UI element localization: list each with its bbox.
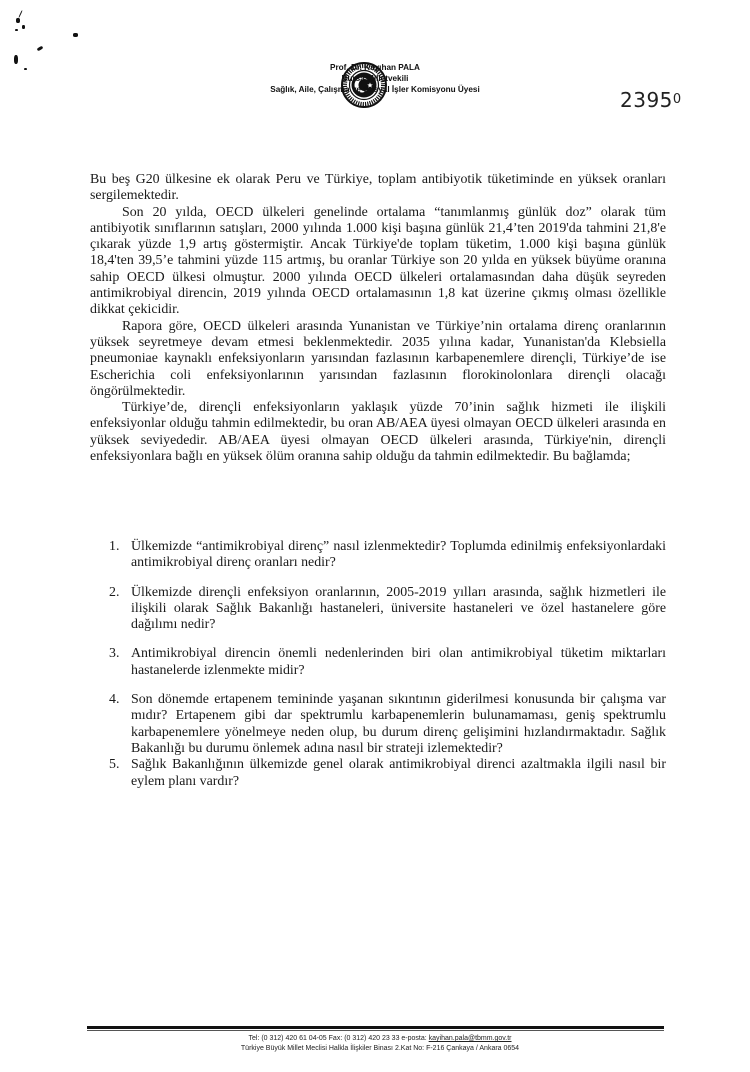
document-number-main: 2395 [620,88,673,112]
question-number: 4. [109,692,120,708]
header-text [180,62,570,95]
question-item [105,585,666,634]
question-number: 5. [109,757,120,773]
document-number [620,88,682,112]
question-item [105,646,666,679]
footer-divider [87,1026,664,1029]
question-text: Antimikrobiyal direncin önemli nedenlerinden biri olan antimikrobiyal tüketim miktarları hastanelerde izlenmekte midir? [131,646,666,678]
question-text: Sağlık Bakanlığının ülkemizde genel olarak antimikrobiyal direnci azaltmakla ilgili nasıl bir eylem planı vardır? [131,757,666,789]
question-text: Ülkemizde dirençli enfeksiyon oranlarının, 2005-2019 yılları arasında, sağlık hizmetleri ile ilişkili olarak Sağlık Bakanlığı hastaneleri, üniversite hastaneleri ve özel hastanelere göre dağılımı nedir? [131,584,666,633]
paragraph: Son 20 yılda, OECD ülkeleri genelinde ortalama “tanımlanmış günlük doz” olarak tüm antibiyotik sınıflarının satışları, 2000 yılında 1.000 kişi başına günlük 21,4’ten 2019'da tahmini 21,8'e çıkarak yüzde 1,9 artış göstermiştir. Ancak Türkiye'de toplam tüketim, 1.000 kişi başına günlük 18,4'ten 39,5’e tahmini yüzde 115 artmış, bu oranlar Türkiye son 20 yılda en yüksek büyüme oranına sahip OECD ülkesi olmuştur. 2000 yılında OECD ülkeleri ortalamasından daha düşük seyreden antimikrobiyal direncin, 2019 yılında OECD ortalamasının 1,8 kat üzerine çıkmış olması özellikle dikkat çekicidir. [90,204,666,318]
question-item [105,757,666,790]
paragraph: Bu beş G20 ülkesine ek olarak Peru ve Türkiye, toplam antibiyotik tüketiminde en yüksek oranları sergilemektedir. [90,172,666,204]
footer [80,1034,680,1054]
footer-contact [80,1034,680,1044]
paragraph: Rapora göre, OECD ülkeleri arasında Yunanistan ve Türkiye’nin ortalama direnç oranlarının yüksek seyretmeye devam etmesi beklenmektedir. 2035 yılına kadar, Yunanistan'da Klebsiella pneumoniae kaynaklı enfeksiyonların yarısından fazlasının karbapenemlere dirençli, Türkiye’de ise Escherichia coli enfeksiyonlarının yarısından fazlasının florokinolonlara dirençli olacağı öngörülmektedir. [90,318,666,399]
author-name: Prof. Dr. Kayıhan PALA [330,63,420,72]
footer-address: Türkiye Büyük Millet Meclisi Halkla İlişkiler Binası 2.Kat No: F-216 Çankaya / Ankara 0654 [240,1045,520,1052]
footer-contact-text: Tel: (0 312) 420 61 04-05 Fax: (0 312) 420 23 33 e-posta: [248,1035,429,1042]
question-list [105,539,666,790]
paragraph: Türkiye’de, dirençli enfeksiyonların yaklaşık yüzde 70’inin sağlık hizmeti ile ilişkili enfeksiyonlar olduğu tahmin edilmektedir, bu oran AB/AEA üyesi olmayan OECD ülkeleri arasında en yüksek seviyededir. AB/AEA üyesi olmayan OECD ülkeleri arasında, Türkiye'nin, dirençli enfeksiyonlara bağlı en yüksek ölüm oranına sahip olduğu da tahmin edilmektedir. Bu bağlamda; [90,400,666,465]
question-item [105,539,666,572]
question-text: Son dönemde ertapenem temininde yaşanan sıkıntının giderilmesi konusunda bir çalışma var mıdır? Ertapenem gibi dar spektrumlu karbapenemlerin bulunamaması, geniş spektrumlu karbapenemlere yönelmeye neden olup, bu durum direnç gelişimini hızlandırmaktadır. Sağlık Bakanlığı bu durumu önlemek adına nasıl bir strateji izlemektedir? [131,692,666,756]
document-number-sup: 0 [672,92,682,107]
author-committee: Sağlık, Aile, Çalışma ve Sosyal İşler Komisyonu Üyesi [270,85,480,94]
question-item [105,692,666,757]
footer-divider-thin [87,1030,664,1031]
email-link[interactable]: kayihan.pala@tbmm.gov.tr [428,1035,512,1042]
body-text [90,172,666,465]
question-number: 1. [109,539,120,554]
question-number: 3. [109,646,120,662]
question-number: 2. [109,584,120,600]
author-title: Bursa Milletvekili [341,74,409,83]
question-text: Ülkemizde “antimikrobiyal direnç” nasıl izlenmektedir? Toplumda edinilmiş enfeksiyonlardaki antimikrobiyal direnç oranları nedir? [131,539,666,571]
